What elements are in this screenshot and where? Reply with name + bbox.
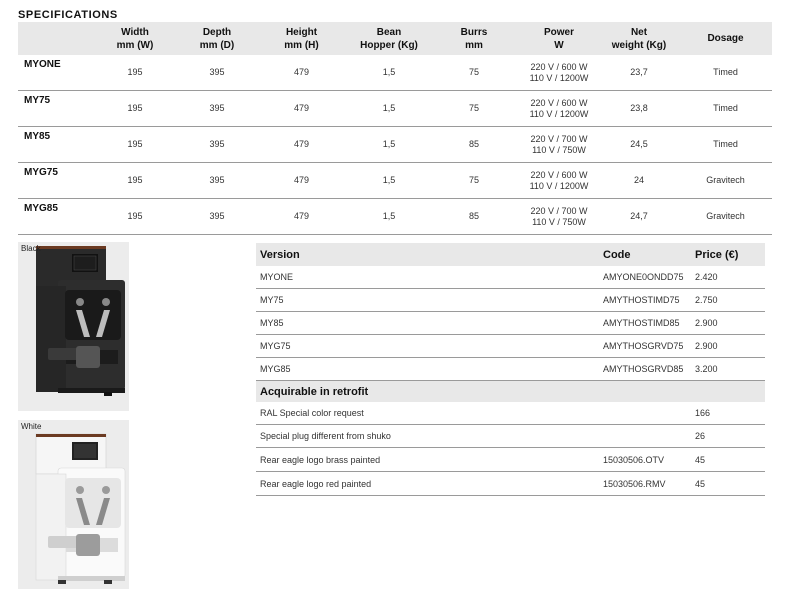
price-value: 2.900 <box>691 335 765 358</box>
specs-weight: 23,7 <box>599 55 679 91</box>
specs-weight: 24,5 <box>599 127 679 163</box>
specs-row <box>18 199 772 235</box>
specs-header-burrs: Burrs mm <box>429 22 519 55</box>
specs-header-power: Power W <box>519 22 599 55</box>
black-label: Black <box>21 244 41 253</box>
retrofit-code: 15030506.RMV <box>599 472 691 496</box>
retrofit-code <box>599 425 691 448</box>
specs-depth: 395 <box>180 91 254 127</box>
white-grinder-image <box>18 420 129 589</box>
price-code: AMYTHOSTIMD75 <box>599 289 691 312</box>
price-version: MYONE <box>256 266 599 289</box>
price-row <box>256 335 765 358</box>
specs-dosage: Timed <box>679 127 772 163</box>
retrofit-item: Rear eagle logo brass painted <box>256 448 599 472</box>
specs-hopper: 1,5 <box>349 55 429 91</box>
price-version: MY85 <box>256 312 599 335</box>
specs-dosage: Timed <box>679 91 772 127</box>
specs-width: 195 <box>90 163 180 199</box>
specs-burrs: 75 <box>429 91 519 127</box>
price-header-row <box>256 243 765 266</box>
price-row <box>256 358 765 381</box>
specs-burrs: 85 <box>429 199 519 235</box>
price-version: MYG85 <box>256 358 599 381</box>
specs-power: 220 V / 600 W 110 V / 1200W <box>519 163 599 199</box>
retrofit-row <box>256 448 765 472</box>
retrofit-row <box>256 472 765 496</box>
specifications-table <box>18 22 772 235</box>
specs-power: 220 V / 600 W 110 V / 1200W <box>519 55 599 91</box>
specs-hopper: 1,5 <box>349 127 429 163</box>
specs-width: 195 <box>90 199 180 235</box>
price-code: AMYTHOSGRVD85 <box>599 358 691 381</box>
specs-model: MYG75 <box>18 163 90 199</box>
specs-header-model <box>18 22 90 55</box>
specs-row <box>18 163 772 199</box>
specs-burrs: 85 <box>429 127 519 163</box>
specs-model: MY85 <box>18 127 90 163</box>
price-row <box>256 266 765 289</box>
specs-dosage: Gravitech <box>679 163 772 199</box>
price-code: AMYTHOSGRVD75 <box>599 335 691 358</box>
specs-hopper: 1,5 <box>349 199 429 235</box>
retrofit-code <box>599 402 691 425</box>
price-value: 2.750 <box>691 289 765 312</box>
specs-header-hopper: Bean Hopper (Kg) <box>349 22 429 55</box>
white-label: White <box>21 422 42 431</box>
price-header-version: Version <box>256 243 599 266</box>
price-row <box>256 312 765 335</box>
retrofit-item: RAL Special color request <box>256 402 599 425</box>
price-value: 2.420 <box>691 266 765 289</box>
price-version: MYG75 <box>256 335 599 358</box>
retrofit-price: 26 <box>691 425 765 448</box>
specs-weight: 23,8 <box>599 91 679 127</box>
specs-header-width: Width mm (W) <box>90 22 180 55</box>
black-grinder-photo <box>18 242 129 411</box>
specs-depth: 395 <box>180 199 254 235</box>
black-grinder-image <box>18 242 129 411</box>
specs-model: MY75 <box>18 91 90 127</box>
specs-power: 220 V / 700 W 110 V / 750W <box>519 199 599 235</box>
retrofit-item: Rear eagle logo red painted <box>256 472 599 496</box>
specs-model: MYG85 <box>18 199 90 235</box>
white-grinder-photo <box>18 420 129 589</box>
specs-power: 220 V / 700 W 110 V / 750W <box>519 127 599 163</box>
specs-header-weight: Net weight (Kg) <box>599 22 679 55</box>
price-code: AMYTHOSTIMD85 <box>599 312 691 335</box>
specs-burrs: 75 <box>429 163 519 199</box>
retrofit-price: 166 <box>691 402 765 425</box>
retrofit-title: Acquirable in retrofit <box>256 381 765 403</box>
specs-weight: 24,7 <box>599 199 679 235</box>
specs-row <box>18 127 772 163</box>
retrofit-item: Special plug different from shuko <box>256 425 599 448</box>
price-header-price: Price (€) <box>691 243 765 266</box>
retrofit-code: 15030506.OTV <box>599 448 691 472</box>
price-header-code: Code <box>599 243 691 266</box>
specs-dosage: Gravitech <box>679 199 772 235</box>
specs-depth: 395 <box>180 163 254 199</box>
specs-height: 479 <box>254 55 349 91</box>
specs-dosage: Timed <box>679 55 772 91</box>
specs-power: 220 V / 600 W 110 V / 1200W <box>519 91 599 127</box>
specs-width: 195 <box>90 127 180 163</box>
specs-header-row <box>18 22 772 55</box>
specs-header-depth: Depth mm (D) <box>180 22 254 55</box>
price-value: 3.200 <box>691 358 765 381</box>
retrofit-row <box>256 425 765 448</box>
price-code: AMYONE0ONDD75 <box>599 266 691 289</box>
specs-model: MYONE <box>18 55 90 91</box>
specs-row <box>18 55 772 91</box>
specs-depth: 395 <box>180 55 254 91</box>
retrofit-price: 45 <box>691 472 765 496</box>
specs-height: 479 <box>254 127 349 163</box>
price-table <box>256 243 765 496</box>
price-value: 2.900 <box>691 312 765 335</box>
specs-burrs: 75 <box>429 55 519 91</box>
price-row <box>256 289 765 312</box>
specs-height: 479 <box>254 199 349 235</box>
specs-header-height: Height mm (H) <box>254 22 349 55</box>
specs-width: 195 <box>90 91 180 127</box>
specs-width: 195 <box>90 55 180 91</box>
retrofit-row <box>256 402 765 425</box>
specs-hopper: 1,5 <box>349 163 429 199</box>
specs-height: 479 <box>254 163 349 199</box>
price-version: MY75 <box>256 289 599 312</box>
specs-row <box>18 91 772 127</box>
specs-height: 479 <box>254 91 349 127</box>
specifications-heading: SPECIFICATIONS <box>18 9 118 21</box>
specs-depth: 395 <box>180 127 254 163</box>
specs-weight: 24 <box>599 163 679 199</box>
retrofit-price: 45 <box>691 448 765 472</box>
specs-hopper: 1,5 <box>349 91 429 127</box>
specs-header-dosage: Dosage <box>679 22 772 55</box>
retrofit-section-row <box>256 381 765 403</box>
